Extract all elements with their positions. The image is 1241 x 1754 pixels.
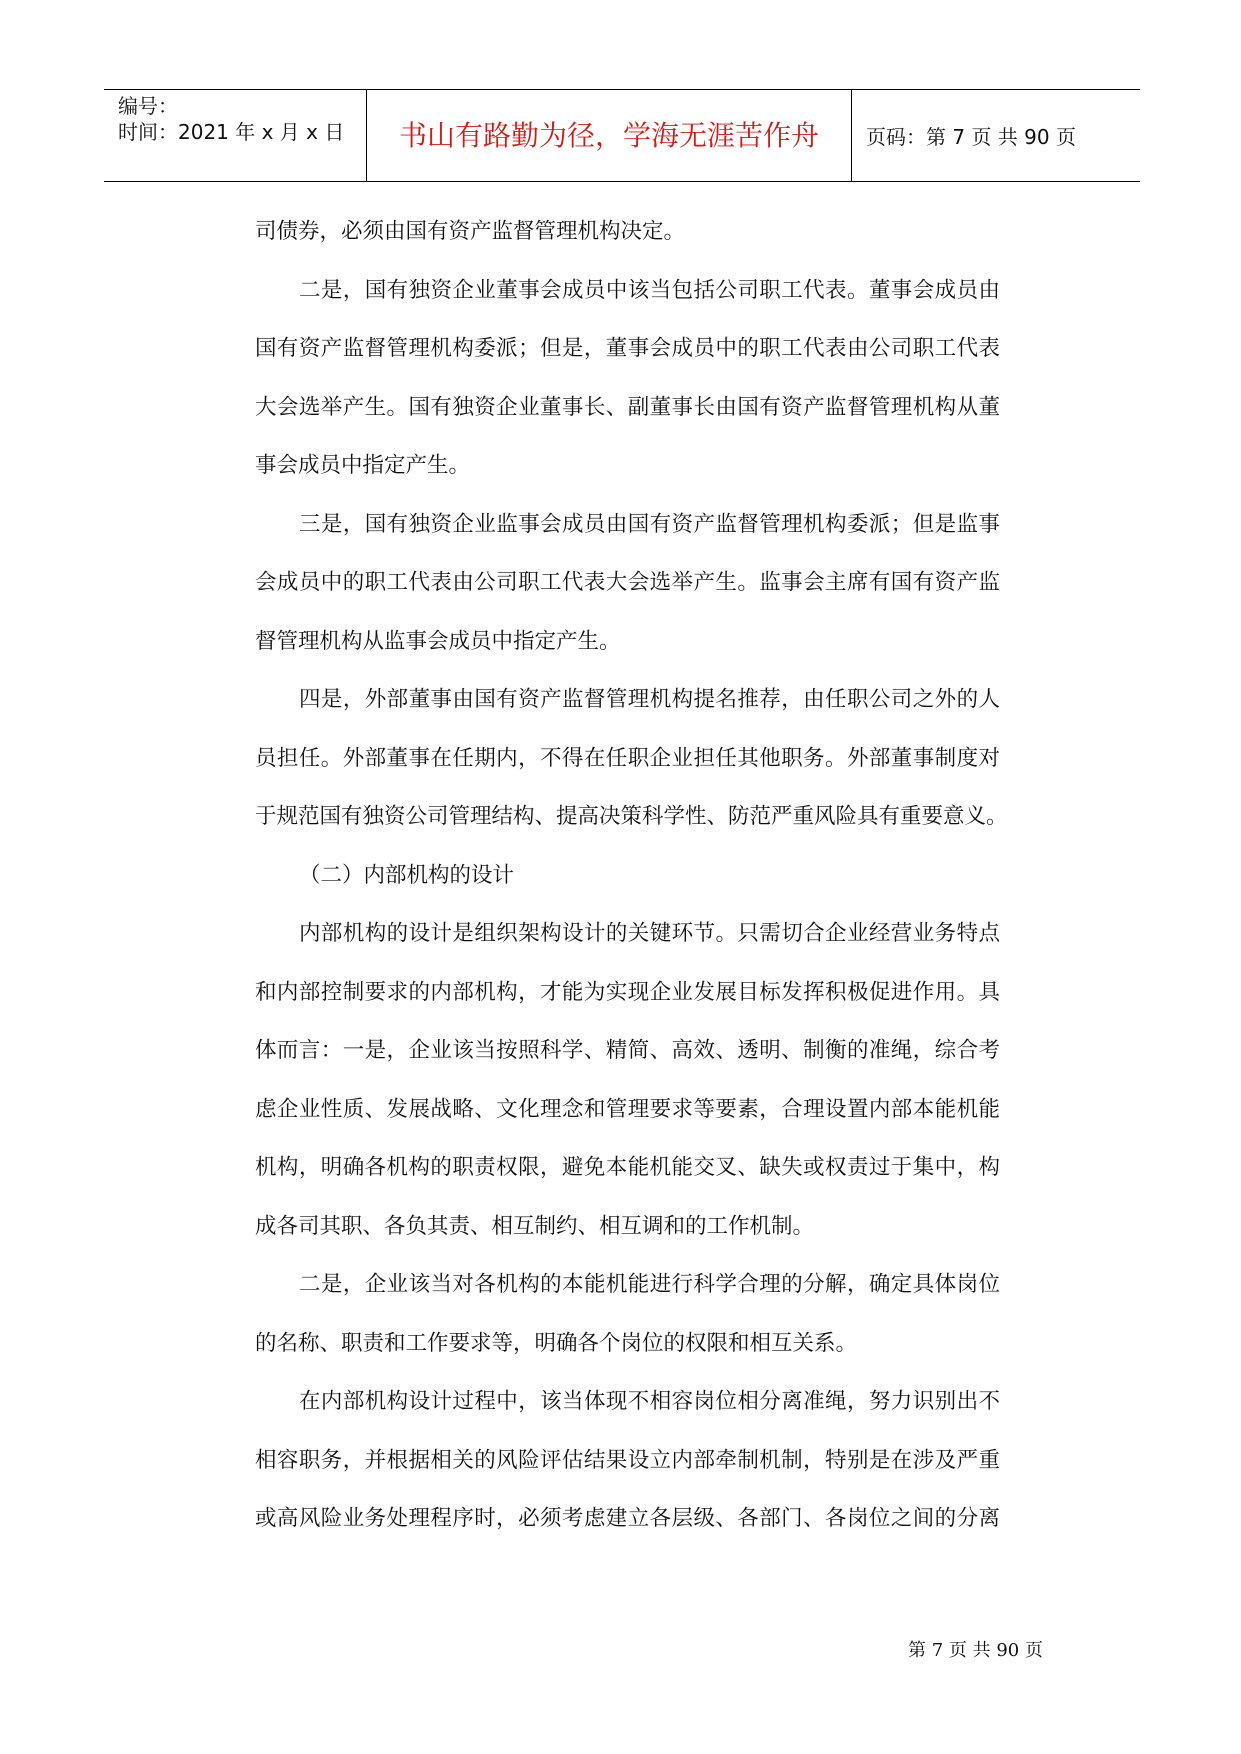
document-header bbox=[104, 89, 1140, 182]
section-heading: （二）内部机构的设计 bbox=[299, 862, 515, 888]
document-body bbox=[255, 218, 1008, 1564]
text-line: 相容职务，并根据相关的风险评估结果设立内部牵制机制，特别是在涉及严重 bbox=[255, 1447, 1000, 1473]
page-footer: 第 7 页 共 90 页 bbox=[908, 1640, 1043, 1661]
text-line: 或高风险业务处理程序时，必须考虑建立各层级、各部门、各岗位之间的分离 bbox=[255, 1506, 1000, 1531]
text-line: 于规范国有独资公司管理结构、提高决策科学性、防范严重风险具有重要意义。 bbox=[255, 804, 1008, 829]
text-line: 和内部控制要求的内部机构，才能为实现企业发展目标发挥积极促进作用。具 bbox=[255, 979, 1000, 1005]
header-info-cell bbox=[104, 90, 367, 181]
text-line: 二是，国有独资企业董事会成员中该当包括公司职工代表。董事会成员由 bbox=[299, 277, 1000, 303]
text-line: 会成员中的职工代表由公司职工代表大会选举产生。监事会主席有国有资产监 bbox=[255, 570, 1000, 595]
header-page-cell bbox=[852, 90, 1140, 181]
text-line: 二是，企业该当对各机构的本能机能进行科学合理的分解，确定具体岗位 bbox=[299, 1272, 1000, 1297]
text-line: 在内部机构设计过程中，该当体现不相容岗位相分离准绳，努力识别出不 bbox=[299, 1389, 1000, 1414]
header-motto-cell bbox=[367, 90, 852, 181]
motto-text: 书山有路勤为径，学海无涯苦作舟 bbox=[398, 119, 819, 152]
date-label: 时间：2021 年 x 月 x 日 bbox=[118, 120, 345, 144]
text-line: 体而言：一是，企业该当按照科学、精简、高效、透明、制衡的准绳，综合考 bbox=[255, 1038, 1000, 1063]
text-line: 虑企业性质、发展战略、文化理念和管理要求等要素，合理设置内部本能机能 bbox=[255, 1096, 1000, 1122]
text-line: 三是，国有独资企业监事会成员由国有资产监督管理机构委派；但是监事 bbox=[299, 511, 1000, 537]
text-line: 大会选举产生。国有独资企业董事长、副董事长由国有资产监督管理机构从董 bbox=[255, 394, 1000, 420]
page-info-label: 页码：第 7 页 共 90 页 bbox=[866, 125, 1076, 149]
text-line: 的名称、职责和工作要求等，明确各个岗位的权限和相互关系。 bbox=[255, 1330, 858, 1356]
text-line: 成各司其职、各负其责、相互制约、相互调和的工作机制。 bbox=[255, 1213, 815, 1239]
text-line: 四是，外部董事由国有资产监督管理机构提名推荐，由任职公司之外的人 bbox=[299, 687, 1000, 712]
text-line: 事会成员中指定产生。 bbox=[255, 453, 471, 478]
serial-number-label: 编号： bbox=[118, 94, 178, 118]
text-line: 司债券，必须由国有资产监督管理机构决定。 bbox=[255, 219, 686, 244]
text-line: 国有资产监督管理机构委派；但是，董事会成员中的职工代表由公司职工代表 bbox=[255, 336, 1000, 361]
text-line: 员担任。外部董事在任期内，不得在任职企业担任其他职务。外部董事制度对 bbox=[255, 745, 1000, 771]
text-line: 机构，明确各机构的职责权限，避免本能机能交叉、缺失或权责过于集中，构 bbox=[255, 1155, 1000, 1180]
text-line: 内部机构的设计是组织架构设计的关键环节。只需切合企业经营业务特点 bbox=[299, 921, 1000, 946]
text-line: 督管理机构从监事会成员中指定产生。 bbox=[255, 628, 621, 654]
